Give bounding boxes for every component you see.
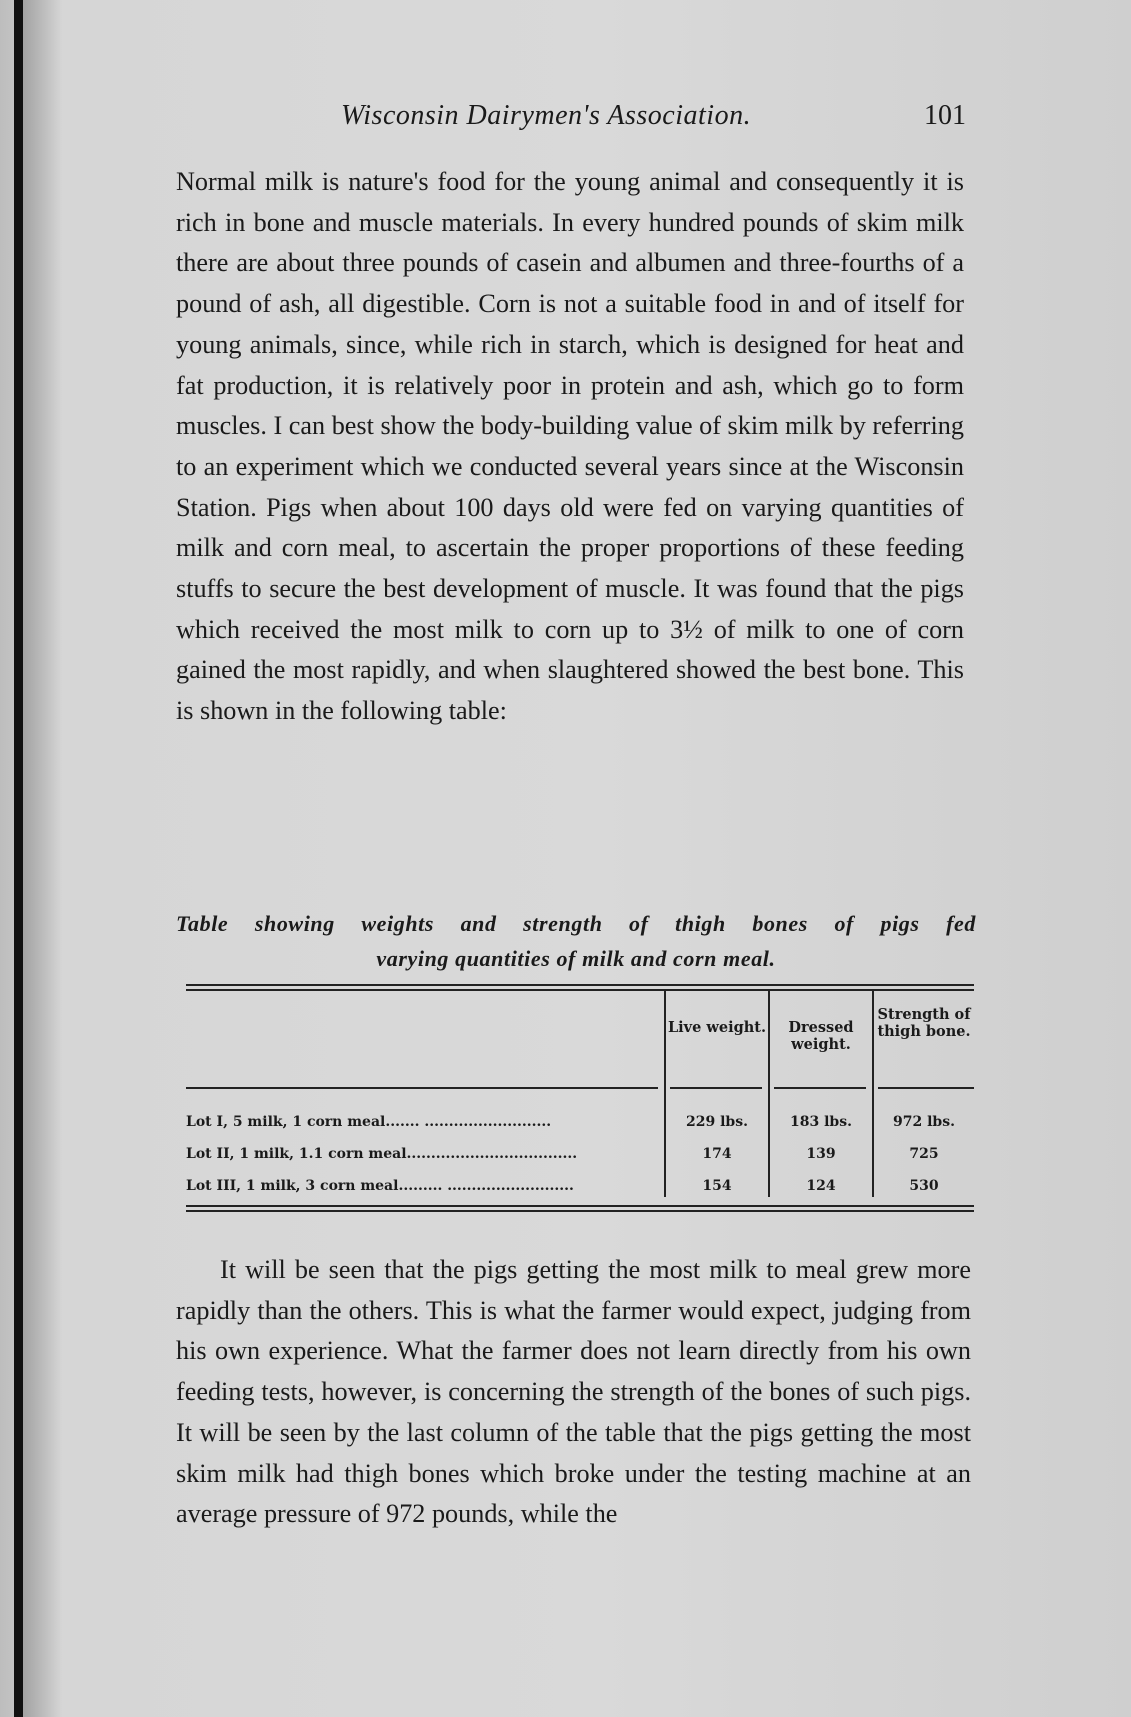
book-spine-edge [14, 0, 23, 1717]
table-caption-line-1: Table showing weights and strength of thigh bones of pigs fed [176, 911, 976, 936]
header-rule [774, 1087, 866, 1089]
cell-dressed-weight: 139 [806, 1146, 836, 1162]
running-title: Wisconsin Dairymen's Association. [341, 100, 752, 131]
header-dressed-weight: Dressed weight. [788, 1019, 854, 1053]
cell-dressed-weight: 183 lbs. [790, 1114, 852, 1130]
table-top-rule-2 [186, 989, 974, 991]
page-number: 101 [924, 100, 966, 131]
cell-live-weight: 154 [702, 1178, 732, 1194]
running-head [176, 100, 966, 140]
header-rule [186, 1087, 658, 1089]
cell-strength: 725 [909, 1146, 939, 1162]
row-label: Lot I, 5 milk, 1 corn meal....... .......................... [186, 1114, 552, 1130]
cell-live-weight: 174 [702, 1146, 732, 1162]
body-paragraph-1: Normal milk is nature's food for the young animal and consequently it is rich in bone and muscle materials. In every hundred pounds of skim milk there are about three pounds of casein and albumen and three-fourths of a pound of ash, all digestible. Corn is not a suitable food in and of itself for young animals, since, while rich in starch, which is designed for heat and fat production, it is relatively poor in protein and ash, which go to form muscles. I can best show the body-building value of skim milk by referring to an experiment which we conducted several years since at the Wisconsin Station. Pigs when about 100 days old were fed on varying quantities of milk and corn meal, to ascertain the proper proportions of these feeding stuffs to secure the best development of muscle. It was found that the pigs which received the most milk to corn up to 3½ of milk to one of corn gained the most rapidly, and when slaughtered showed the best bone. This is shown in the following table: [176, 167, 964, 726]
row-label: Lot II, 1 milk, 1.1 corn meal................................... [186, 1146, 578, 1162]
row-label: Lot III, 1 milk, 3 corn meal......... .......................... [186, 1178, 574, 1194]
cell-live-weight: 229 lbs. [686, 1114, 748, 1130]
header-strength: Strength of thigh bone. [877, 1006, 971, 1040]
table-caption [176, 906, 976, 976]
header-rule [878, 1087, 974, 1089]
table-top-rule [186, 984, 974, 986]
data-table [186, 984, 974, 1214]
header-live-weight: Live weight. [667, 1019, 767, 1036]
cell-strength: 530 [909, 1178, 939, 1194]
cell-dressed-weight: 124 [806, 1178, 836, 1194]
table-bottom-rule-2 [186, 1210, 974, 1212]
cell-strength: 972 lbs. [893, 1114, 955, 1130]
table-bottom-rule [186, 1205, 974, 1207]
table-caption-line-2: varying quantities of milk and corn meal. [376, 946, 776, 971]
header-rule [670, 1087, 762, 1089]
body-paragraph-2: It will be seen that the pigs getting the most milk to meal grew more rapidly than the others. This is what the farmer would expect, judging from his own experience. What the farmer does not learn directly from his own feeding tests, however, is concerning the strength of the bones of such pigs. It will be seen by the last column of the table that the pigs getting the most skim milk had thigh bones which broke under the testing machine at an average pressure of 972 pounds, while the [176, 1255, 971, 1529]
gutter-shadow [23, 0, 63, 1717]
